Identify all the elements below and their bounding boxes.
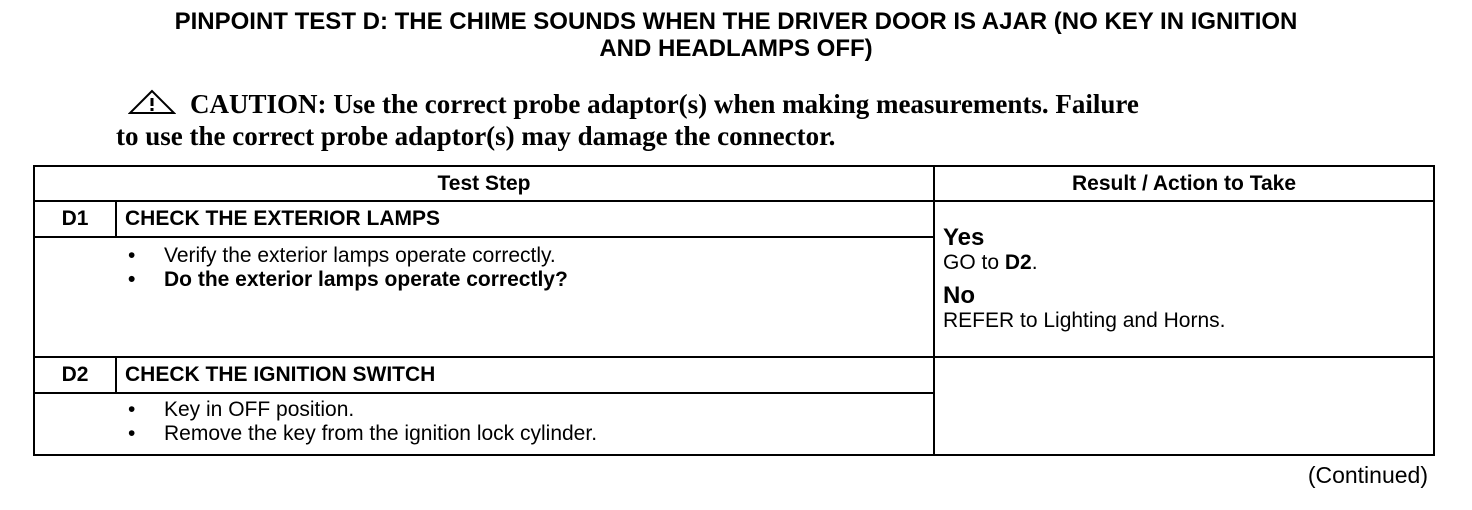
table-row xyxy=(34,357,1434,393)
page-title xyxy=(60,8,1412,62)
result-text-yes-suffix: . xyxy=(1031,251,1038,274)
title-line-2: AND HEADLAMPS OFF) xyxy=(599,35,873,62)
step-id-spacer xyxy=(34,237,116,357)
title-line-1: PINPOINT TEST D: THE CHIME SOUNDS WHEN THE DRIVER DOOR IS AJAR (NO KEY IN IGNITION xyxy=(174,8,1298,35)
test-step-table xyxy=(33,165,1435,456)
list-item: • Remove the key from the ignition lock cylinder. xyxy=(124,422,925,446)
step-bullet-list xyxy=(124,238,925,292)
header-result-action: Result / Action to Take xyxy=(934,166,1434,201)
result-block xyxy=(943,219,1425,339)
step-result-cell xyxy=(934,357,1434,455)
step-id: D2 xyxy=(34,357,116,393)
step-heading: CHECK THE IGNITION SWITCH xyxy=(116,357,934,393)
step-body xyxy=(116,237,934,357)
result-text-yes xyxy=(943,251,1425,275)
caution-notice xyxy=(116,88,1336,152)
result-text-yes-ref: D2 xyxy=(1004,251,1032,274)
caution-line-1: CAUTION: Use the correct probe adaptor(s) when making measurements. Failure xyxy=(190,89,1139,119)
caution-line-2: to use the correct probe adaptor(s) may damage the connector. xyxy=(116,121,836,151)
list-item: • Verify the exterior lamps operate correctly. xyxy=(124,244,925,268)
result-text-yes-prefix: GO to xyxy=(943,251,1005,274)
step-result-cell xyxy=(934,201,1434,357)
result-label-no: No xyxy=(943,282,975,309)
result-label-yes: Yes xyxy=(943,224,985,251)
step-id-spacer xyxy=(34,393,116,455)
continued-label: (Continued) xyxy=(1307,462,1428,488)
caution-line-1-wrap xyxy=(116,88,1336,120)
warning-triangle-icon xyxy=(128,89,176,115)
step-id: D1 xyxy=(34,201,116,237)
step-body xyxy=(116,393,934,455)
step-bullet-list xyxy=(124,394,925,446)
list-item-question: • Do the exterior lamps operate correctly? xyxy=(124,268,925,292)
result-text-no: REFER to Lighting and Horns. xyxy=(943,309,1226,332)
list-item: • Key in OFF position. xyxy=(124,398,925,422)
header-test-step: Test Step xyxy=(34,166,934,201)
step-heading: CHECK THE EXTERIOR LAMPS xyxy=(116,201,934,237)
table-row xyxy=(34,201,1434,237)
table-header-row xyxy=(34,166,1434,201)
